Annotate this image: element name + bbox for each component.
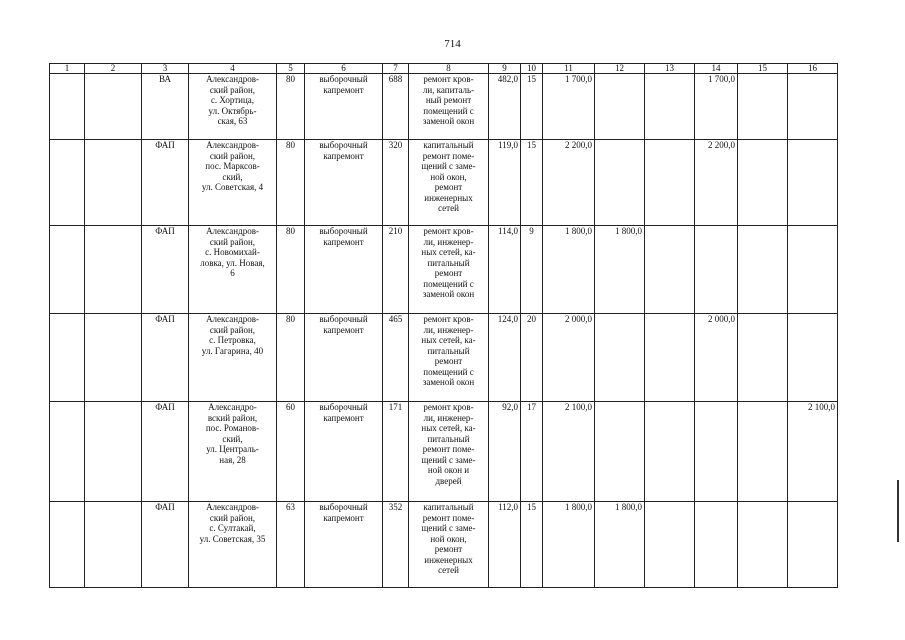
- table-cell: [50, 74, 85, 140]
- table-cell: 1 700,0: [543, 74, 595, 140]
- table-cell: 352: [383, 502, 409, 588]
- table-cell: 9: [521, 226, 543, 314]
- table-cell: Александров- ский район, с. Султакай, ул. Советская, 35: [189, 502, 277, 588]
- table-cell: [645, 402, 695, 502]
- column-header: 9: [489, 64, 521, 74]
- table-cell: выборочный капремонт: [305, 402, 383, 502]
- table-cell: 15: [521, 140, 543, 226]
- table-cell: [738, 314, 788, 402]
- table-cell: ремонт кров- ли, инженер- ных сетей, ка- питальный ремонт помещений с заменой окон: [409, 226, 489, 314]
- table-cell: [595, 314, 645, 402]
- table-body: [50, 74, 838, 588]
- table-cell: ФАП: [142, 226, 189, 314]
- table-cell: [595, 74, 645, 140]
- table-cell: 2 000,0: [695, 314, 738, 402]
- column-header: 11: [543, 64, 595, 74]
- table-cell: [738, 74, 788, 140]
- table-cell: [595, 140, 645, 226]
- table-cell: [50, 314, 85, 402]
- table-cell: [645, 140, 695, 226]
- table-cell: ремонт кров- ли, капиталь- ный ремонт помещений с заменой окон: [409, 74, 489, 140]
- table-cell: 60: [277, 402, 305, 502]
- page-number: 714: [444, 38, 461, 50]
- column-header: 12: [595, 64, 645, 74]
- table-cell: 124,0: [489, 314, 521, 402]
- table-cell: Александров- ский район, пос. Марксов- ский, ул. Советская, 4: [189, 140, 277, 226]
- table-cell: [50, 226, 85, 314]
- table-cell: 80: [277, 140, 305, 226]
- table-cell: 2 100,0: [543, 402, 595, 502]
- table-cell: 2 100,0: [788, 402, 838, 502]
- table-row: [50, 140, 838, 226]
- table-cell: 20: [521, 314, 543, 402]
- table-cell: [738, 140, 788, 226]
- table-cell: [788, 74, 838, 140]
- table-cell: 1 800,0: [543, 502, 595, 588]
- table-cell: [738, 502, 788, 588]
- table-cell: ФАП: [142, 140, 189, 226]
- table-cell: 1 800,0: [543, 226, 595, 314]
- table-cell: 210: [383, 226, 409, 314]
- table-cell: Александров- ский район, с. Хортица, ул. Октябрь- ская, 63: [189, 74, 277, 140]
- table-cell: 15: [521, 502, 543, 588]
- table-cell: 80: [277, 226, 305, 314]
- table-cell: [85, 502, 142, 588]
- table-cell: [788, 226, 838, 314]
- column-header: 16: [788, 64, 838, 74]
- table-cell: выборочный капремонт: [305, 74, 383, 140]
- table-cell: Александров- ский район, с. Петровка, ул. Гагарина, 40: [189, 314, 277, 402]
- table-cell: 1 800,0: [595, 502, 645, 588]
- column-header: 1: [50, 64, 85, 74]
- table-cell: [788, 502, 838, 588]
- table-row: [50, 314, 838, 402]
- table-cell: 112,0: [489, 502, 521, 588]
- table-cell: 1 800,0: [595, 226, 645, 314]
- column-header: 13: [645, 64, 695, 74]
- column-header: 2: [85, 64, 142, 74]
- table-cell: выборочный капремонт: [305, 502, 383, 588]
- table-cell: выборочный капремонт: [305, 226, 383, 314]
- table-cell: [738, 226, 788, 314]
- table-cell: ФАП: [142, 402, 189, 502]
- table-row: [50, 402, 838, 502]
- table-cell: 114,0: [489, 226, 521, 314]
- table-cell: ремонт кров- ли, инженер- ных сетей, ка- питальный ремонт помещений с заменой окон: [409, 314, 489, 402]
- table-cell: ФАП: [142, 502, 189, 588]
- table-cell: 80: [277, 74, 305, 140]
- column-header: 15: [738, 64, 788, 74]
- table-cell: 119,0: [489, 140, 521, 226]
- table-cell: [645, 226, 695, 314]
- table-cell: Александров- ский район, с. Новомихай- ловка, ул. Новая, 6: [189, 226, 277, 314]
- column-header: 4: [189, 64, 277, 74]
- table-cell: [645, 314, 695, 402]
- table-row: [50, 226, 838, 314]
- table-cell: Александро- вский район, пос. Романов- ский, ул. Централь- ная, 28: [189, 402, 277, 502]
- table-cell: ФАП: [142, 314, 189, 402]
- table-cell: 80: [277, 314, 305, 402]
- column-header: 7: [383, 64, 409, 74]
- table-cell: капитальный ремонт поме- щений с заме- ной окон, ремонт инженерных сетей: [409, 502, 489, 588]
- table-cell: [50, 502, 85, 588]
- table-cell: 171: [383, 402, 409, 502]
- table-cell: [50, 402, 85, 502]
- repair-table: [49, 63, 838, 588]
- table-cell: выборочный капремонт: [305, 140, 383, 226]
- table-cell: [85, 74, 142, 140]
- table-cell: 1 700,0: [695, 74, 738, 140]
- table-cell: 17: [521, 402, 543, 502]
- table-cell: 92,0: [489, 402, 521, 502]
- table-cell: выборочный капремонт: [305, 314, 383, 402]
- table-cell: [595, 402, 645, 502]
- table-cell: 465: [383, 314, 409, 402]
- table-cell: 15: [521, 74, 543, 140]
- scan-edge: [897, 480, 899, 542]
- table-cell: [85, 226, 142, 314]
- table-cell: [50, 140, 85, 226]
- table-cell: [738, 402, 788, 502]
- table-cell: [85, 314, 142, 402]
- table-cell: [788, 314, 838, 402]
- table-cell: 482,0: [489, 74, 521, 140]
- header-row: [50, 64, 838, 74]
- table-cell: ВА: [142, 74, 189, 140]
- table-cell: [645, 502, 695, 588]
- column-header: 3: [142, 64, 189, 74]
- table-row: [50, 502, 838, 588]
- table-cell: 63: [277, 502, 305, 588]
- table-cell: [695, 226, 738, 314]
- column-header: 6: [305, 64, 383, 74]
- table-cell: 320: [383, 140, 409, 226]
- table-cell: [85, 402, 142, 502]
- column-header: 5: [277, 64, 305, 74]
- table-cell: капитальный ремонт поме- щений с заме- ной окон, ремонт инженерных сетей: [409, 140, 489, 226]
- table-cell: ремонт кров- ли, инженер- ных сетей, ка- питальный ремонт поме- щений с заме- ной окон и дверей: [409, 402, 489, 502]
- table-cell: 688: [383, 74, 409, 140]
- column-header: 8: [409, 64, 489, 74]
- table-cell: [695, 402, 738, 502]
- table-cell: [695, 502, 738, 588]
- table-cell: [85, 140, 142, 226]
- table-row: [50, 74, 838, 140]
- table-cell: 2 200,0: [543, 140, 595, 226]
- column-header: 14: [695, 64, 738, 74]
- table-cell: [645, 74, 695, 140]
- column-header: 10: [521, 64, 543, 74]
- table-cell: 2 000,0: [543, 314, 595, 402]
- table-cell: [788, 140, 838, 226]
- table-cell: 2 200,0: [695, 140, 738, 226]
